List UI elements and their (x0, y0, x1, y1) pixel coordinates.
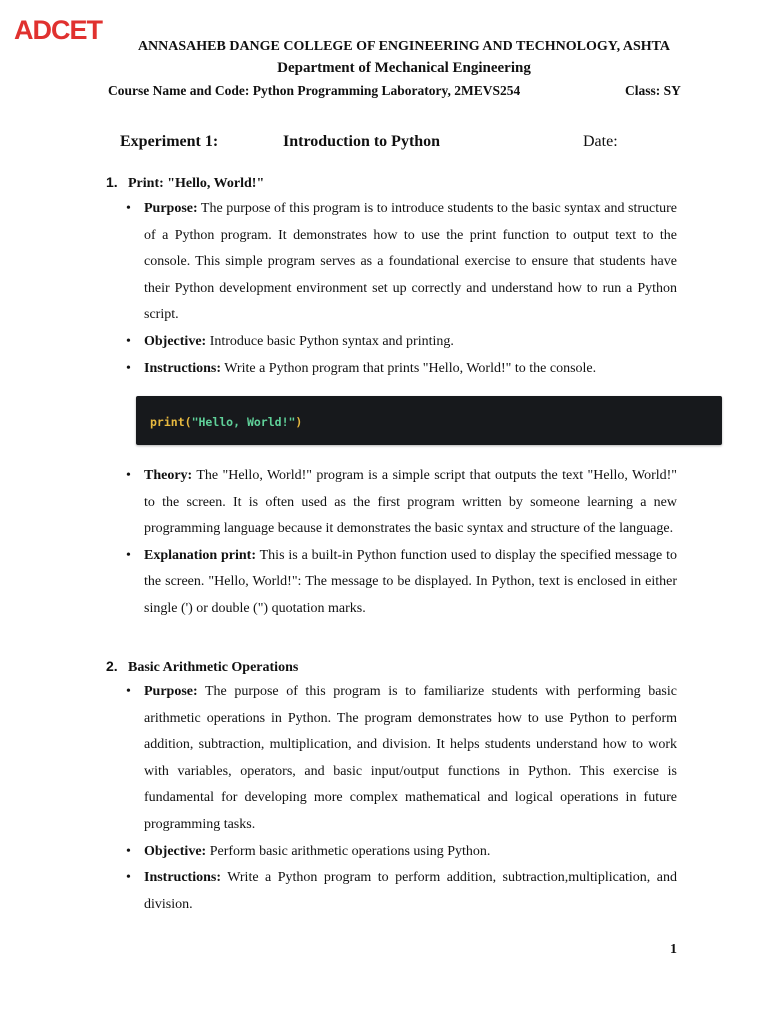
purpose-item (126, 679, 677, 839)
item-label: Purpose: (144, 201, 198, 216)
code-line (150, 415, 302, 429)
item-text: Write a Python program to perform addition, subtraction,multiplication, and division. (144, 870, 677, 912)
college-logo-text: ADCET (14, 15, 102, 45)
code-paren-close: ) (295, 415, 303, 429)
item-label: Explanation print: (144, 547, 257, 563)
item-text: The "Hello, World!" program is a simple script that outputs the text "Hello, World!" to the screen. It is often used as the first program written by someone learning a new programming language because it demonstrates the basic syntax and structure of the language. (144, 468, 677, 537)
item-text: Introduce basic Python syntax and printing. (206, 333, 454, 349)
section-2-list (126, 679, 677, 918)
item-text: Write a Python program that prints "Hello, World!" to the console. (221, 360, 597, 376)
section-1-list-after-code (126, 463, 677, 623)
class-label: Class: SY (625, 83, 681, 98)
item-label: Objective: (144, 843, 207, 859)
item-text: Perform basic arithmetic operations using Python. (206, 843, 491, 859)
item-text: This is a built-in Python function used to display the specified message to the screen. "Hello, World!": The message to be displayed. In Python, text is enclosed in either single (') or double (") quotation marks. (144, 547, 678, 616)
item-label: Theory: (144, 468, 193, 483)
theory-item (126, 463, 677, 543)
objective-item (126, 329, 677, 356)
item-label: Instructions: (144, 360, 222, 376)
section-2-heading (106, 658, 298, 676)
item-text: The purpose of this program is to introduce students to the basic syntax and structure of a Python program. It demonstrates how to use the print function to output text to the console. This simple program serves as a foundational exercise to ensure that students have their Python development environment set up correctly and understand how to run a Python script. (144, 201, 677, 323)
experiment-number: Experiment 1: (120, 133, 219, 150)
objective-item (126, 839, 677, 866)
experiment-title: Introduction to Python (283, 133, 441, 150)
section-title: Print: "Hello, World!" (128, 176, 265, 191)
item-label: Purpose: (144, 684, 198, 699)
instructions-item (126, 356, 677, 383)
code-string: "Hello, World!" (191, 415, 296, 429)
code-function: print (150, 415, 185, 429)
code-paren-open: ( (184, 415, 192, 429)
item-label: Objective: (144, 333, 207, 349)
section-1-list-before-code (126, 196, 677, 382)
item-label: Instructions: (144, 870, 222, 886)
section-number: 2. (106, 658, 118, 674)
course-name-code: Course Name and Code: Python Programming Laboratory, 2MEVS254 (108, 83, 521, 98)
purpose-item (126, 196, 677, 329)
department-name: Department of Mechanical Engineering (277, 60, 531, 76)
section-1-heading (106, 174, 264, 192)
code-block (136, 396, 722, 445)
institute-name: ANNASAHEB DANGE COLLEGE OF ENGINEERING AND TECHNOLOGY, ASHTA (137, 39, 671, 54)
section-title: Basic Arithmetic Operations (128, 660, 299, 675)
item-text: The purpose of this program is to familiarize students with performing basic arithmetic operations in Python. The program demonstrates how to use Python to perform addition, subtraction, multiplication, and division. It helps students understand how to work with variables, operators, and basic input/output functions in Python. This exercise is fundamental for developing more complex mathematical and logical operations in future programming tasks. (144, 684, 677, 832)
date-label: Date: (583, 133, 618, 150)
instructions-item (126, 865, 677, 918)
page-number: 1 (670, 942, 677, 957)
explanation-item (126, 543, 677, 623)
section-number: 1. (106, 174, 118, 190)
